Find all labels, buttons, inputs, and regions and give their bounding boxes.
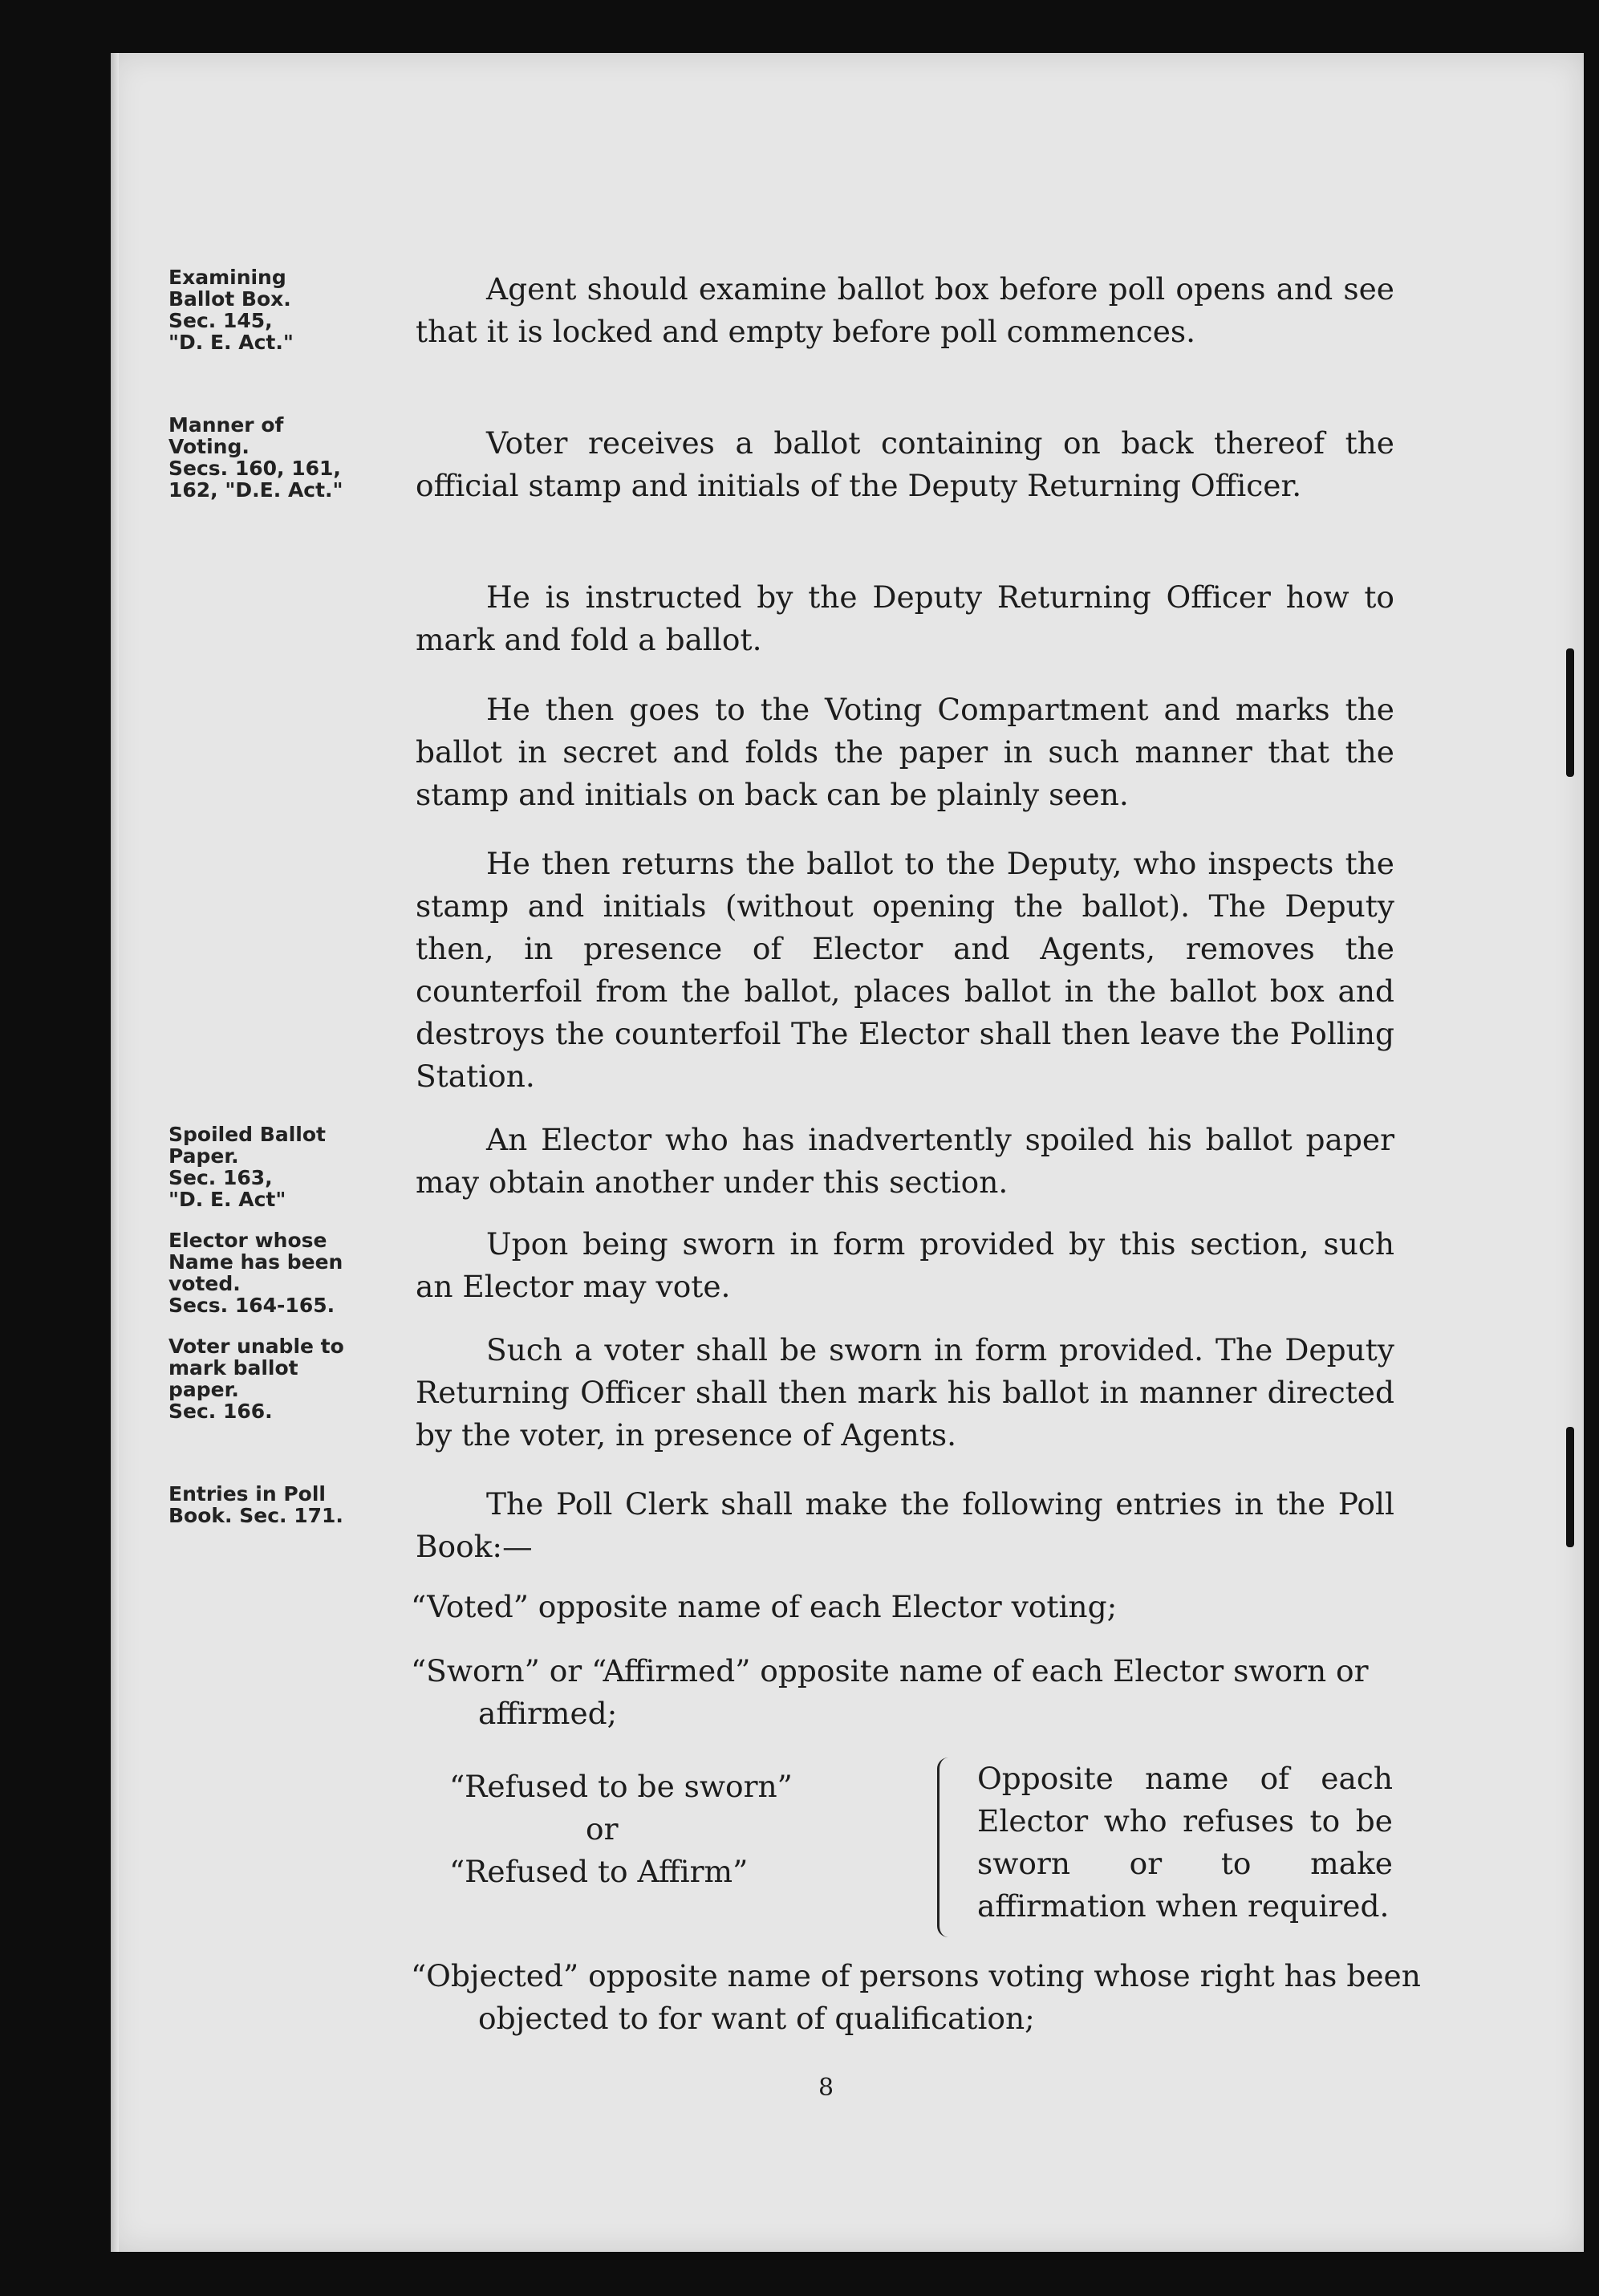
entry-refused-sworn: “Refused to be sworn” xyxy=(449,1769,793,1804)
entry-refused-description: Opposite name of each Elector who refuses to be sworn or to make affirmation when required. xyxy=(977,1761,1393,1924)
margin-note-elector-voted xyxy=(168,1229,343,1316)
margin-note-line: Book. Sec. 171. xyxy=(168,1504,343,1527)
scan-edge-mark xyxy=(1566,1427,1574,1547)
entry-or: or xyxy=(586,1811,619,1847)
paragraph-unable-voter: Such a voter shall be sworn in form provided. The Deputy Returning Officer shall then mark his ballot in manner directed by the voter, in presence of Agents. xyxy=(416,1332,1394,1453)
margin-note-voter-unable xyxy=(168,1335,344,1422)
paragraph-voting-compartment: He then goes to the Voting Compartment and marks the ballot in secret and folds the paper in such manner that the stamp and initials on back can be plainly seen. xyxy=(416,692,1394,812)
margin-note-line: Voting. xyxy=(168,435,250,458)
margin-note-entries-poll-book xyxy=(168,1483,343,1526)
margin-note-line: Manner of xyxy=(168,413,284,437)
entry-refused-affirm: “Refused to Affirm” xyxy=(449,1854,749,1889)
paragraph-poll-clerk-entries: The Poll Clerk shall make the following entries in the Poll Book:— xyxy=(416,1486,1394,1564)
margin-note-line: Entries in Poll xyxy=(168,1482,326,1506)
margin-note-line: Sec. 166. xyxy=(168,1400,273,1423)
paragraph-instructed: He is instructed by the Deputy Returning Officer how to mark and fold a ballot. xyxy=(416,579,1394,657)
margin-note-line: Secs. 160, 161, xyxy=(168,457,341,480)
paragraph-returns-ballot: He then returns the ballot to the Deputy, who inspects the stamp and initials (without opening the ballot). The Deputy then, in presence of Elector and Agents, removes the counterfoil from the ballot, places ballot in the ballot box and destroys the counterfoil The Elector shall then leave the Polling Station. xyxy=(416,846,1394,1094)
margin-note-line: 162, "D.E. Act." xyxy=(168,478,343,502)
entry-voted: “Voted” opposite name of each Elector voting; xyxy=(411,1589,1118,1624)
margin-note-examining-ballot-box xyxy=(168,266,294,353)
margin-note-manner-of-voting xyxy=(168,414,343,501)
brace-divider xyxy=(937,1758,951,1937)
margin-note-line: voted. xyxy=(168,1272,241,1295)
paragraph-examine-ballot-box: Agent should examine ballot box before poll opens and see that it is locked and empty before poll commences. xyxy=(416,271,1394,349)
margin-note-line: Voter unable to xyxy=(168,1335,344,1358)
margin-note-line: Spoiled Ballot xyxy=(168,1123,326,1146)
margin-note-line: Examining xyxy=(168,266,286,289)
entry-sworn-affirmed: “Sworn” or “Affirmed” opposite name of each Elector sworn or affirmed; xyxy=(411,1653,1369,1731)
margin-note-spoiled-ballot xyxy=(168,1124,326,1210)
page-number: 8 xyxy=(818,2074,834,2102)
entry-objected: “Objected” opposite name of persons voting whose right has been objected to for want of qualification; xyxy=(411,1958,1421,2036)
margin-note-line: paper. xyxy=(168,1378,239,1401)
margin-note-line: Secs. 164-165. xyxy=(168,1294,335,1317)
paragraph-voter-receives-ballot: Voter receives a ballot containing on back thereof the official stamp and initials of the Deputy Returning Officer. xyxy=(416,425,1394,503)
scan-edge-mark xyxy=(1566,648,1574,777)
margin-note-line: "D. E. Act." xyxy=(168,331,294,354)
refused-entries xyxy=(449,1766,931,1893)
paragraph-sworn-elector: Upon being sworn in form provided by this section, such an Elector may vote. xyxy=(416,1226,1394,1304)
margin-note-line: Ballot Box. xyxy=(168,287,291,311)
margin-note-line: Sec. 145, xyxy=(168,309,273,332)
margin-note-line: Name has been xyxy=(168,1250,343,1274)
margin-note-line: Elector whose xyxy=(168,1229,327,1252)
margin-note-line: mark ballot xyxy=(168,1356,298,1380)
paragraph-spoiled-ballot: An Elector who has inadvertently spoiled his ballot paper may obtain another under this section. xyxy=(416,1122,1394,1200)
margin-note-line: "D. E. Act" xyxy=(168,1188,286,1211)
margin-note-line: Sec. 163, xyxy=(168,1166,273,1189)
margin-note-line: Paper. xyxy=(168,1144,239,1168)
